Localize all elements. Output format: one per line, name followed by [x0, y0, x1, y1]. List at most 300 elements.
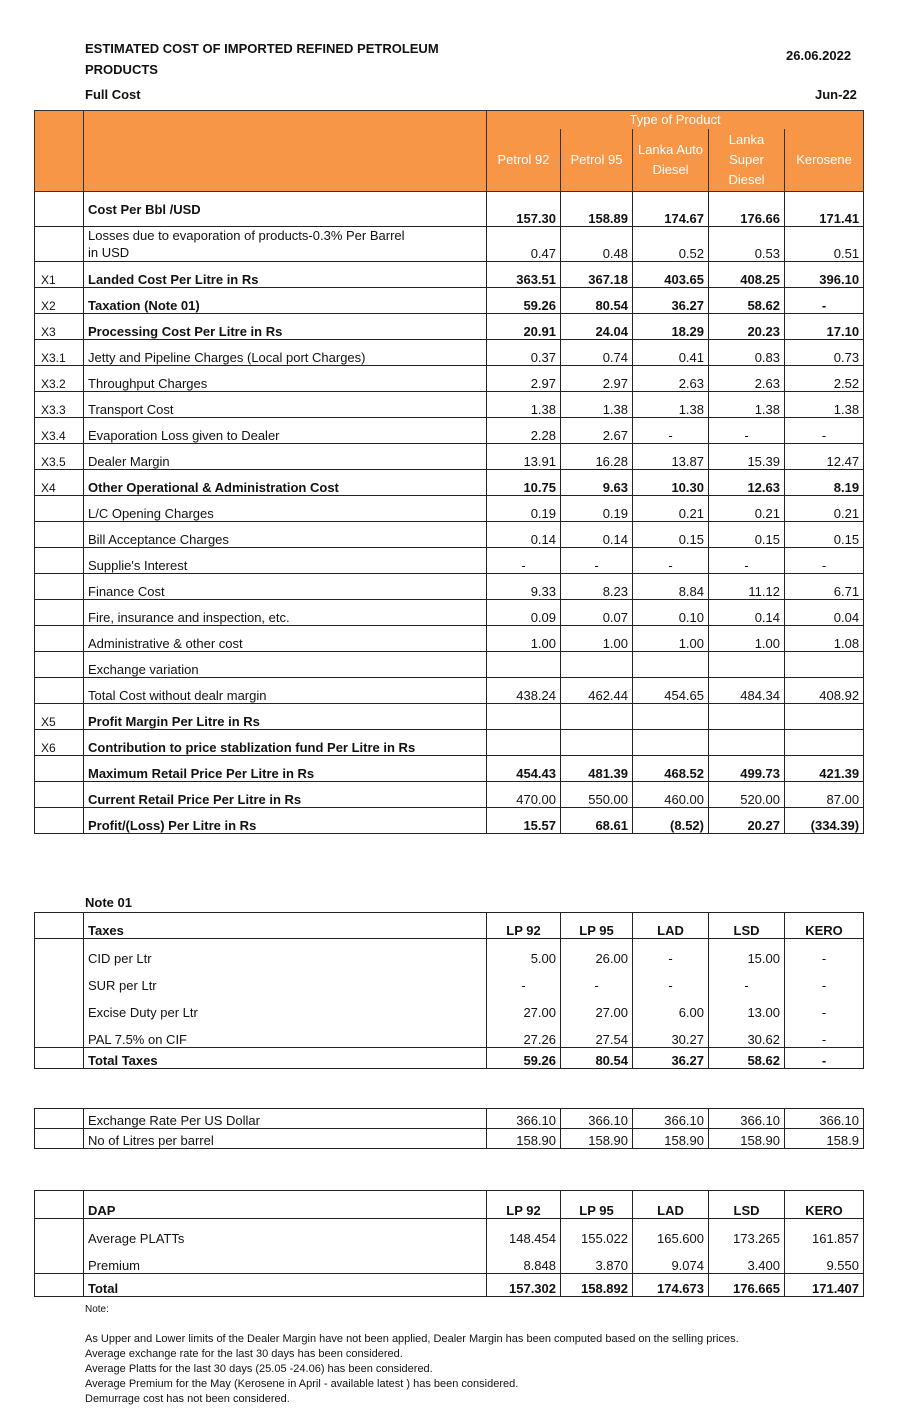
tax-row: [35, 966, 864, 993]
row-value: 1.38: [785, 392, 864, 418]
tax-label: Excise Duty per Ltr: [84, 993, 487, 1020]
row-value: 6.71: [785, 574, 864, 600]
row-label: Maximum Retail Price Per Litre in Rs: [84, 756, 487, 782]
tax-value: 27.00: [561, 993, 633, 1020]
cost-row: [35, 192, 864, 227]
row-value: -: [785, 418, 864, 444]
row-value: 20.23: [709, 314, 785, 340]
row-label: L/C Opening Charges: [84, 496, 487, 522]
tax-value: -: [785, 993, 864, 1020]
row-value: 0.73: [785, 340, 864, 366]
row-value: [709, 730, 785, 756]
row-label: Taxation (Note 01): [84, 288, 487, 314]
dap-row-blank: [35, 1246, 84, 1274]
row-value: 454.43: [487, 756, 561, 782]
row-value: 0.15: [633, 522, 709, 548]
dap-row: [35, 1274, 864, 1297]
row-value: 58.62: [709, 288, 785, 314]
type-of-product-header: Type of Product: [487, 111, 864, 130]
exchange-value: 366.10: [487, 1109, 561, 1129]
row-value: 0.09: [487, 600, 561, 626]
row-value: -: [785, 548, 864, 574]
cost-table: [34, 110, 864, 834]
tax-value: 59.26: [487, 1048, 561, 1069]
tax-value: 27.26: [487, 1020, 561, 1048]
row-value: (8.52): [633, 808, 709, 834]
row-value: 0.74: [561, 340, 633, 366]
dap-label: Premium: [84, 1246, 487, 1274]
row-value: [785, 730, 864, 756]
dap-column-header: LP 92: [487, 1191, 561, 1219]
row-label: Losses due to evaporation of products-0.3% Per Barrel in USD: [84, 227, 487, 262]
row-value: 1.00: [561, 626, 633, 652]
cost-row: [35, 418, 864, 444]
dap-value: 171.407: [785, 1274, 864, 1297]
dap-column-header: KERO: [785, 1191, 864, 1219]
dap-label: Total: [84, 1274, 487, 1297]
row-value: 0.19: [561, 496, 633, 522]
tax-row: [35, 939, 864, 967]
tax-value: -: [785, 966, 864, 993]
tax-value: -: [785, 1048, 864, 1069]
row-value: 0.53: [709, 227, 785, 262]
row-value: 8.84: [633, 574, 709, 600]
cost-row: [35, 262, 864, 288]
row-label: Throughput Charges: [84, 366, 487, 392]
exchange-value: 158.90: [487, 1129, 561, 1149]
row-value: -: [709, 548, 785, 574]
exchange-table: [34, 1108, 864, 1149]
row-value: 520.00: [709, 782, 785, 808]
cost-row: [35, 314, 864, 340]
row-value: -: [633, 548, 709, 574]
cost-row: [35, 782, 864, 808]
tax-row-blank: [35, 1048, 84, 1069]
cost-row: [35, 678, 864, 704]
row-value: 68.61: [561, 808, 633, 834]
row-label: Contribution to price stablization fund Per Litre in Rs: [84, 730, 487, 756]
tax-row: [35, 1048, 864, 1069]
dap-value: 161.857: [785, 1219, 864, 1247]
tax-label: SUR per Ltr: [84, 966, 487, 993]
row-value: [633, 730, 709, 756]
row-code: [35, 192, 84, 227]
row-code: X3.1: [35, 340, 84, 366]
row-value: -: [633, 418, 709, 444]
tax-row: [35, 993, 864, 1020]
row-value: 0.14: [487, 522, 561, 548]
dap-row-blank: [35, 1219, 84, 1247]
product-column-header: Lanka Super Diesel: [709, 129, 785, 192]
row-value: 1.38: [487, 392, 561, 418]
exchange-value: 366.10: [785, 1109, 864, 1129]
note-line: Average Premium for the May (Kerosene in April - available latest ) has been considered.: [85, 1378, 519, 1390]
row-value: [785, 652, 864, 678]
exchange-value: 158.9: [785, 1129, 864, 1149]
tax-row-blank: [35, 939, 84, 967]
row-value: 8.19: [785, 470, 864, 496]
row-value: 0.21: [633, 496, 709, 522]
row-value: [633, 652, 709, 678]
subtitle: Full Cost: [85, 87, 141, 102]
tax-value: -: [561, 966, 633, 993]
row-code: [35, 756, 84, 782]
dap-row: [35, 1219, 864, 1247]
row-value: 499.73: [709, 756, 785, 782]
row-value: [561, 704, 633, 730]
dap-value: 9.550: [785, 1246, 864, 1274]
row-code: X5: [35, 704, 84, 730]
row-value: (334.39): [785, 808, 864, 834]
row-value: 2.97: [487, 366, 561, 392]
row-value: [709, 652, 785, 678]
row-value: 2.67: [561, 418, 633, 444]
dap-value: 157.302: [487, 1274, 561, 1297]
row-code: [35, 522, 84, 548]
tax-column-header: LP 92: [487, 913, 561, 939]
report-month: Jun-22: [815, 87, 857, 102]
exchange-row-blank: [35, 1109, 84, 1129]
row-value: 174.67: [633, 192, 709, 227]
row-value: [487, 652, 561, 678]
row-value: 460.00: [633, 782, 709, 808]
row-value: 158.89: [561, 192, 633, 227]
product-column-header: Petrol 92: [487, 129, 561, 192]
row-value: 481.39: [561, 756, 633, 782]
row-label: Dealer Margin: [84, 444, 487, 470]
tax-value: -: [785, 1020, 864, 1048]
tax-row-blank: [35, 966, 84, 993]
dap-value: 9.074: [633, 1246, 709, 1274]
exchange-value: 366.10: [561, 1109, 633, 1129]
cost-row: [35, 496, 864, 522]
dap-value: 8.848: [487, 1246, 561, 1274]
row-value: 0.21: [785, 496, 864, 522]
tax-value: 13.00: [709, 993, 785, 1020]
row-value: 36.27: [633, 288, 709, 314]
row-code: [35, 652, 84, 678]
cost-row: [35, 522, 864, 548]
row-label: Processing Cost Per Litre in Rs: [84, 314, 487, 340]
row-value: 9.63: [561, 470, 633, 496]
product-column-header: Lanka Auto Diesel: [633, 129, 709, 192]
row-code: [35, 808, 84, 834]
row-value: 0.48: [561, 227, 633, 262]
row-value: 0.19: [487, 496, 561, 522]
cost-row: [35, 600, 864, 626]
row-value: 8.23: [561, 574, 633, 600]
row-code: [35, 600, 84, 626]
title-line-1: ESTIMATED COST OF IMPORTED REFINED PETROLEUM: [85, 41, 439, 56]
row-value: [561, 730, 633, 756]
row-value: 13.87: [633, 444, 709, 470]
row-value: 87.00: [785, 782, 864, 808]
row-code: X3: [35, 314, 84, 340]
cost-row: [35, 730, 864, 756]
tax-value: -: [633, 939, 709, 967]
cost-row: [35, 626, 864, 652]
dap-value: 165.600: [633, 1219, 709, 1247]
row-label: Transport Cost: [84, 392, 487, 418]
row-code: X4: [35, 470, 84, 496]
row-value: -: [561, 548, 633, 574]
row-code: X6: [35, 730, 84, 756]
dap-value: 3.400: [709, 1246, 785, 1274]
row-code: X3.2: [35, 366, 84, 392]
dap-header-blank: [35, 1191, 84, 1219]
exchange-value: 158.90: [709, 1129, 785, 1149]
row-value: 1.08: [785, 626, 864, 652]
exchange-value: 366.10: [633, 1109, 709, 1129]
tax-value: 27.00: [487, 993, 561, 1020]
tax-row-blank: [35, 1020, 84, 1048]
row-label: Profit Margin Per Litre in Rs: [84, 704, 487, 730]
row-label: Supplie's Interest: [84, 548, 487, 574]
row-label: Jetty and Pipeline Charges (Local port Charges): [84, 340, 487, 366]
note01-tax-table: [34, 912, 864, 1069]
row-code: [35, 678, 84, 704]
row-value: 2.63: [633, 366, 709, 392]
row-value: 408.92: [785, 678, 864, 704]
row-value: 16.28: [561, 444, 633, 470]
tax-value: -: [709, 966, 785, 993]
row-value: 0.41: [633, 340, 709, 366]
row-value: 2.28: [487, 418, 561, 444]
row-value: 2.52: [785, 366, 864, 392]
dap-label: Average PLATTs: [84, 1219, 487, 1247]
cost-row: [35, 444, 864, 470]
row-value: [633, 704, 709, 730]
row-value: 367.18: [561, 262, 633, 288]
dap-row: [35, 1246, 864, 1274]
row-code: [35, 574, 84, 600]
row-label: Fire, insurance and inspection, etc.: [84, 600, 487, 626]
row-value: 363.51: [487, 262, 561, 288]
row-value: 403.65: [633, 262, 709, 288]
page-title: [85, 38, 439, 80]
dap-value: 3.870: [561, 1246, 633, 1274]
row-code: X3.5: [35, 444, 84, 470]
row-value: 12.47: [785, 444, 864, 470]
exchange-value: 366.10: [709, 1109, 785, 1129]
title-line-2: PRODUCTS: [85, 62, 158, 77]
row-value: -: [785, 288, 864, 314]
row-label: Administrative & other cost: [84, 626, 487, 652]
row-label: Current Retail Price Per Litre in Rs: [84, 782, 487, 808]
row-value: 408.25: [709, 262, 785, 288]
notes-heading: Note:: [85, 1304, 109, 1315]
tax-row-blank: [35, 993, 84, 1020]
exchange-row: [35, 1109, 864, 1129]
tax-value: -: [487, 966, 561, 993]
row-label: Cost Per Bbl /USD: [84, 192, 487, 227]
row-value: [487, 730, 561, 756]
row-value: 24.04: [561, 314, 633, 340]
dap-row-blank: [35, 1274, 84, 1297]
row-value: 176.66: [709, 192, 785, 227]
exchange-value: 158.90: [561, 1129, 633, 1149]
product-column-header: Petrol 95: [561, 129, 633, 192]
cost-row: [35, 548, 864, 574]
tax-label: CID per Ltr: [84, 939, 487, 967]
row-value: 0.47: [487, 227, 561, 262]
row-value: 0.51: [785, 227, 864, 262]
row-value: 18.29: [633, 314, 709, 340]
row-value: -: [487, 548, 561, 574]
row-code: [35, 782, 84, 808]
tax-value: -: [785, 939, 864, 967]
row-value: 0.15: [709, 522, 785, 548]
row-value: 1.38: [709, 392, 785, 418]
dap-value: 155.022: [561, 1219, 633, 1247]
row-label: Other Operational & Administration Cost: [84, 470, 487, 496]
row-value: [487, 704, 561, 730]
tax-value: 30.27: [633, 1020, 709, 1048]
row-label: Landed Cost Per Litre in Rs: [84, 262, 487, 288]
tax-value: 58.62: [709, 1048, 785, 1069]
row-value: 0.52: [633, 227, 709, 262]
row-value: 468.52: [633, 756, 709, 782]
row-value: 9.33: [487, 574, 561, 600]
note-line: Demurrage cost has not been considered.: [85, 1393, 290, 1405]
dap-value: 174.673: [633, 1274, 709, 1297]
row-code: [35, 496, 84, 522]
dap-column-header: LSD: [709, 1191, 785, 1219]
row-value: 1.38: [633, 392, 709, 418]
note01-title: Note 01: [85, 895, 132, 910]
row-value: [709, 704, 785, 730]
row-value: 0.14: [709, 600, 785, 626]
tax-value: 36.27: [633, 1048, 709, 1069]
row-value: 10.75: [487, 470, 561, 496]
row-value: 550.00: [561, 782, 633, 808]
dap-value: 176.665: [709, 1274, 785, 1297]
cost-row: [35, 470, 864, 496]
row-value: 59.26: [487, 288, 561, 314]
note-line: As Upper and Lower limits of the Dealer Margin have not been applied, Dealer Margin has been computed based on the selling prices.: [85, 1333, 739, 1345]
row-value: 13.91: [487, 444, 561, 470]
row-value: 1.00: [709, 626, 785, 652]
cost-row: [35, 756, 864, 782]
row-label: Bill Acceptance Charges: [84, 522, 487, 548]
note-header-blank: [35, 913, 84, 939]
row-value: 421.39: [785, 756, 864, 782]
exchange-row-blank: [35, 1129, 84, 1149]
row-value: 2.63: [709, 366, 785, 392]
tax-value: 26.00: [561, 939, 633, 967]
tax-value: 5.00: [487, 939, 561, 967]
row-value: 0.10: [633, 600, 709, 626]
row-value: 20.27: [709, 808, 785, 834]
row-value: 157.30: [487, 192, 561, 227]
header-blank-label: [84, 111, 487, 192]
cost-row: [35, 366, 864, 392]
tax-value: 15.00: [709, 939, 785, 967]
row-label: Finance Cost: [84, 574, 487, 600]
dap-column-header: LAD: [633, 1191, 709, 1219]
row-label: Total Cost without dealr margin: [84, 678, 487, 704]
tax-value: -: [633, 966, 709, 993]
row-code: [35, 548, 84, 574]
cost-row: [35, 392, 864, 418]
tax-label: Total Taxes: [84, 1048, 487, 1069]
row-value: 438.24: [487, 678, 561, 704]
tax-label: PAL 7.5% on CIF: [84, 1020, 487, 1048]
row-label: Profit/(Loss) Per Litre in Rs: [84, 808, 487, 834]
row-value: 1.00: [487, 626, 561, 652]
tax-column-header: KERO: [785, 913, 864, 939]
row-label: Evaporation Loss given to Dealer: [84, 418, 487, 444]
row-code: [35, 626, 84, 652]
row-code: X3.4: [35, 418, 84, 444]
dap-table: [34, 1190, 864, 1297]
cost-row: [35, 704, 864, 730]
tax-value: 80.54: [561, 1048, 633, 1069]
row-value: 484.34: [709, 678, 785, 704]
row-code: X3.3: [35, 392, 84, 418]
tax-column-header: LAD: [633, 913, 709, 939]
row-value: 20.91: [487, 314, 561, 340]
exchange-value: 158.90: [633, 1129, 709, 1149]
dap-column-header: LP 95: [561, 1191, 633, 1219]
cost-row: [35, 340, 864, 366]
dap-value: 148.454: [487, 1219, 561, 1247]
row-value: 15.39: [709, 444, 785, 470]
row-code: [35, 227, 84, 262]
exchange-label: Exchange Rate Per US Dollar: [84, 1109, 487, 1129]
row-value: 80.54: [561, 288, 633, 314]
row-value: 396.10: [785, 262, 864, 288]
row-value: 0.37: [487, 340, 561, 366]
dap-value: 173.265: [709, 1219, 785, 1247]
dap-value: 158.892: [561, 1274, 633, 1297]
row-value: 12.63: [709, 470, 785, 496]
row-value: 17.10: [785, 314, 864, 340]
note-line: Average Platts for the last 30 days (25.05 -24.06) has been considered.: [85, 1363, 433, 1375]
row-value: 454.65: [633, 678, 709, 704]
row-value: 171.41: [785, 192, 864, 227]
row-value: 15.57: [487, 808, 561, 834]
exchange-row: [35, 1129, 864, 1149]
note-line: Average exchange rate for the last 30 days has been considered.: [85, 1348, 403, 1360]
row-value: 462.44: [561, 678, 633, 704]
row-value: 10.30: [633, 470, 709, 496]
row-value: 470.00: [487, 782, 561, 808]
row-value: 1.00: [633, 626, 709, 652]
row-value: 0.15: [785, 522, 864, 548]
row-value: 1.38: [561, 392, 633, 418]
row-value: 0.21: [709, 496, 785, 522]
cost-row: [35, 652, 864, 678]
row-value: 11.12: [709, 574, 785, 600]
footnotes: [85, 1302, 739, 1407]
cost-row: [35, 574, 864, 600]
report-date: 26.06.2022: [786, 48, 852, 63]
row-code: X1: [35, 262, 84, 288]
taxes-header: Taxes: [84, 913, 487, 939]
row-label: Exchange variation: [84, 652, 487, 678]
product-column-header: Kerosene: [785, 129, 864, 192]
header-blank-code: [35, 111, 84, 192]
row-code: X2: [35, 288, 84, 314]
row-value: -: [709, 418, 785, 444]
row-value: [785, 704, 864, 730]
tax-value: 6.00: [633, 993, 709, 1020]
row-value: 0.07: [561, 600, 633, 626]
row-value: 2.97: [561, 366, 633, 392]
row-value: 0.04: [785, 600, 864, 626]
row-value: [561, 652, 633, 678]
